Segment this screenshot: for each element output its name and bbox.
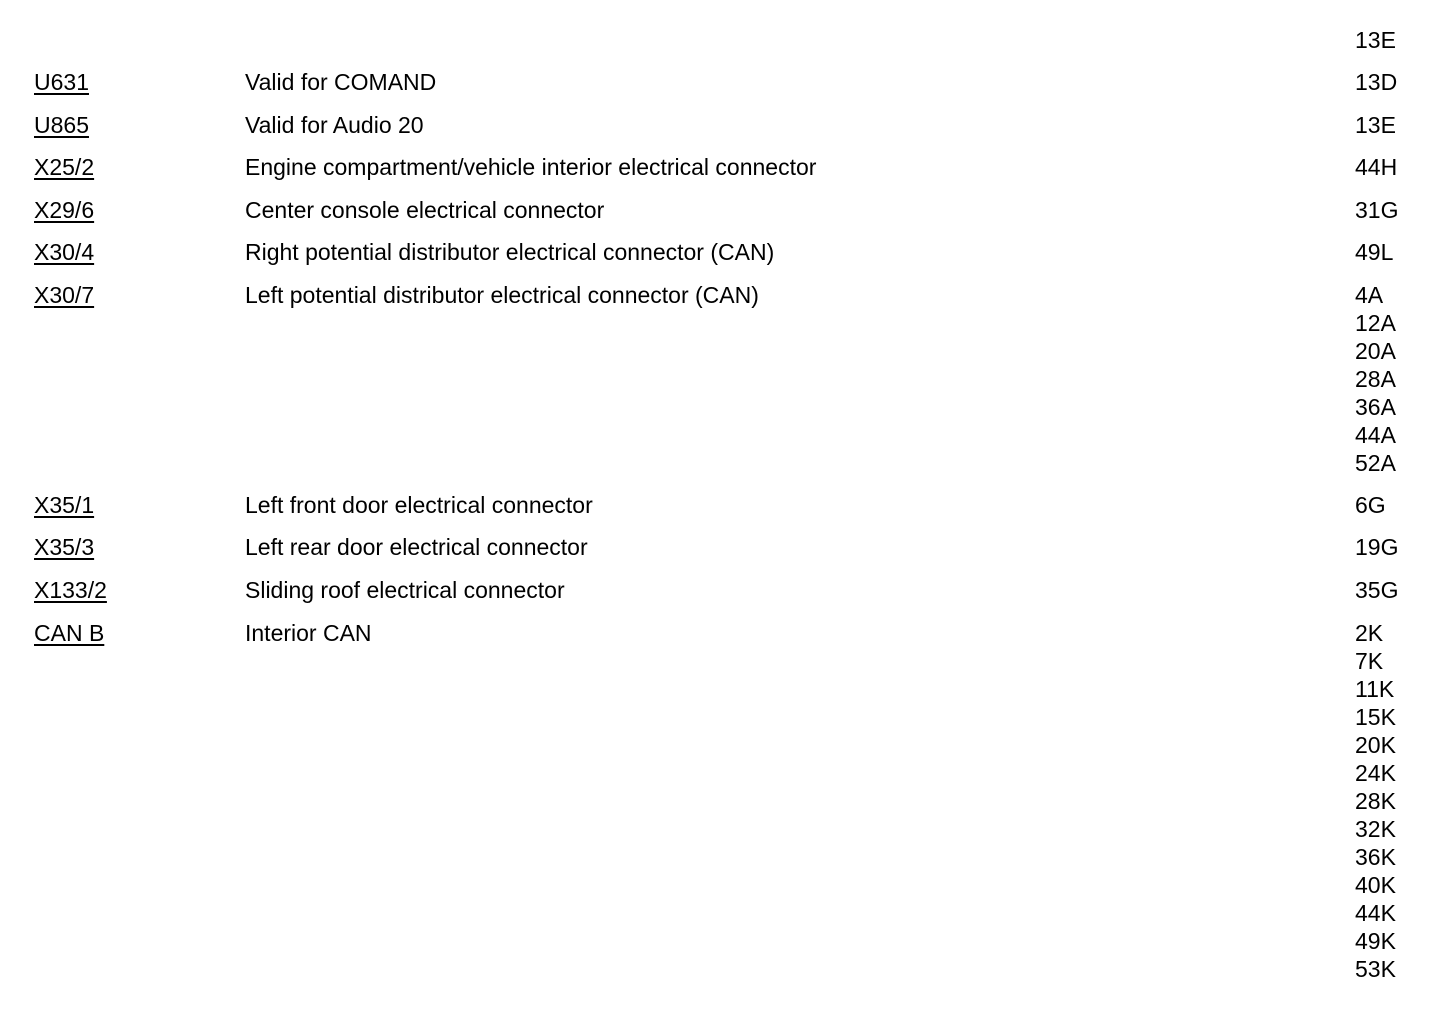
grid-reference: 28K [1355,788,1396,814]
component-code-link[interactable]: X133/2 [34,577,107,603]
grid-reference-list [1355,26,1396,54]
grid-reference-list [1355,153,1397,181]
grid-reference-list [1355,533,1398,561]
component-description: Left rear door electrical connector [245,534,588,560]
component-description: Left potential distributor electrical connector (CAN) [245,282,759,308]
grid-reference: 35G [1355,577,1399,603]
grid-reference: 53K [1355,956,1396,982]
grid-reference: 32K [1355,816,1396,842]
grid-reference-list [1355,196,1398,224]
grid-reference: 28A [1355,366,1396,392]
component-code-link[interactable]: X30/4 [34,239,95,265]
component-code-link[interactable]: CAN B [34,620,105,646]
grid-reference: 49L [1355,239,1394,265]
grid-reference: 44K [1355,900,1396,926]
grid-reference: 15K [1355,704,1396,730]
grid-reference: 2K [1355,620,1384,646]
grid-reference: 11K [1355,676,1395,702]
component-description: Engine compartment/vehicle interior electrical connector [245,154,817,180]
component-code-link[interactable]: U631 [34,69,89,95]
grid-reference: 12A [1355,310,1396,336]
grid-reference-list [1355,491,1386,519]
grid-reference: 44H [1355,154,1398,180]
grid-reference: 20K [1355,732,1396,758]
component-description: Right potential distributor electrical connector (CAN) [245,239,775,265]
grid-reference: 13E [1355,112,1396,138]
grid-reference: 7K [1355,648,1384,674]
grid-reference: 44A [1355,422,1396,448]
grid-reference: 20A [1355,338,1396,364]
component-code-link[interactable]: X35/3 [34,534,95,560]
component-code-link[interactable]: X35/1 [34,492,95,518]
grid-reference: 6G [1355,492,1386,518]
grid-reference: 31G [1355,197,1399,223]
component-description: Sliding roof electrical connector [245,577,565,603]
component-description: Valid for Audio 20 [245,112,424,138]
grid-reference-list [1355,238,1393,266]
component-code-link[interactable]: X29/6 [34,197,95,223]
component-code-link[interactable]: X30/7 [34,282,95,308]
component-description: Valid for COMAND [245,69,437,95]
grid-reference-list [1355,281,1396,477]
grid-reference: 13E [1355,27,1396,53]
component-code-link[interactable]: X25/2 [34,154,95,180]
grid-reference: 24K [1355,760,1396,786]
component-description: Center console electrical connector [245,197,605,223]
component-description: Interior CAN [245,620,372,646]
grid-reference: 19G [1355,534,1399,560]
grid-reference-list [1355,111,1396,139]
grid-reference: 52A [1355,450,1396,476]
grid-reference-list [1355,576,1398,604]
component-code-link[interactable]: U865 [34,112,89,138]
grid-reference: 40K [1355,872,1396,898]
component-description: Left front door electrical connector [245,492,593,518]
grid-reference: 13D [1355,69,1398,95]
grid-reference: 49K [1355,928,1396,954]
grid-reference: 36K [1355,844,1396,870]
grid-reference-list [1355,619,1396,983]
grid-reference: 36A [1355,394,1396,420]
grid-reference-list [1355,68,1397,96]
grid-reference: 4A [1355,282,1384,308]
